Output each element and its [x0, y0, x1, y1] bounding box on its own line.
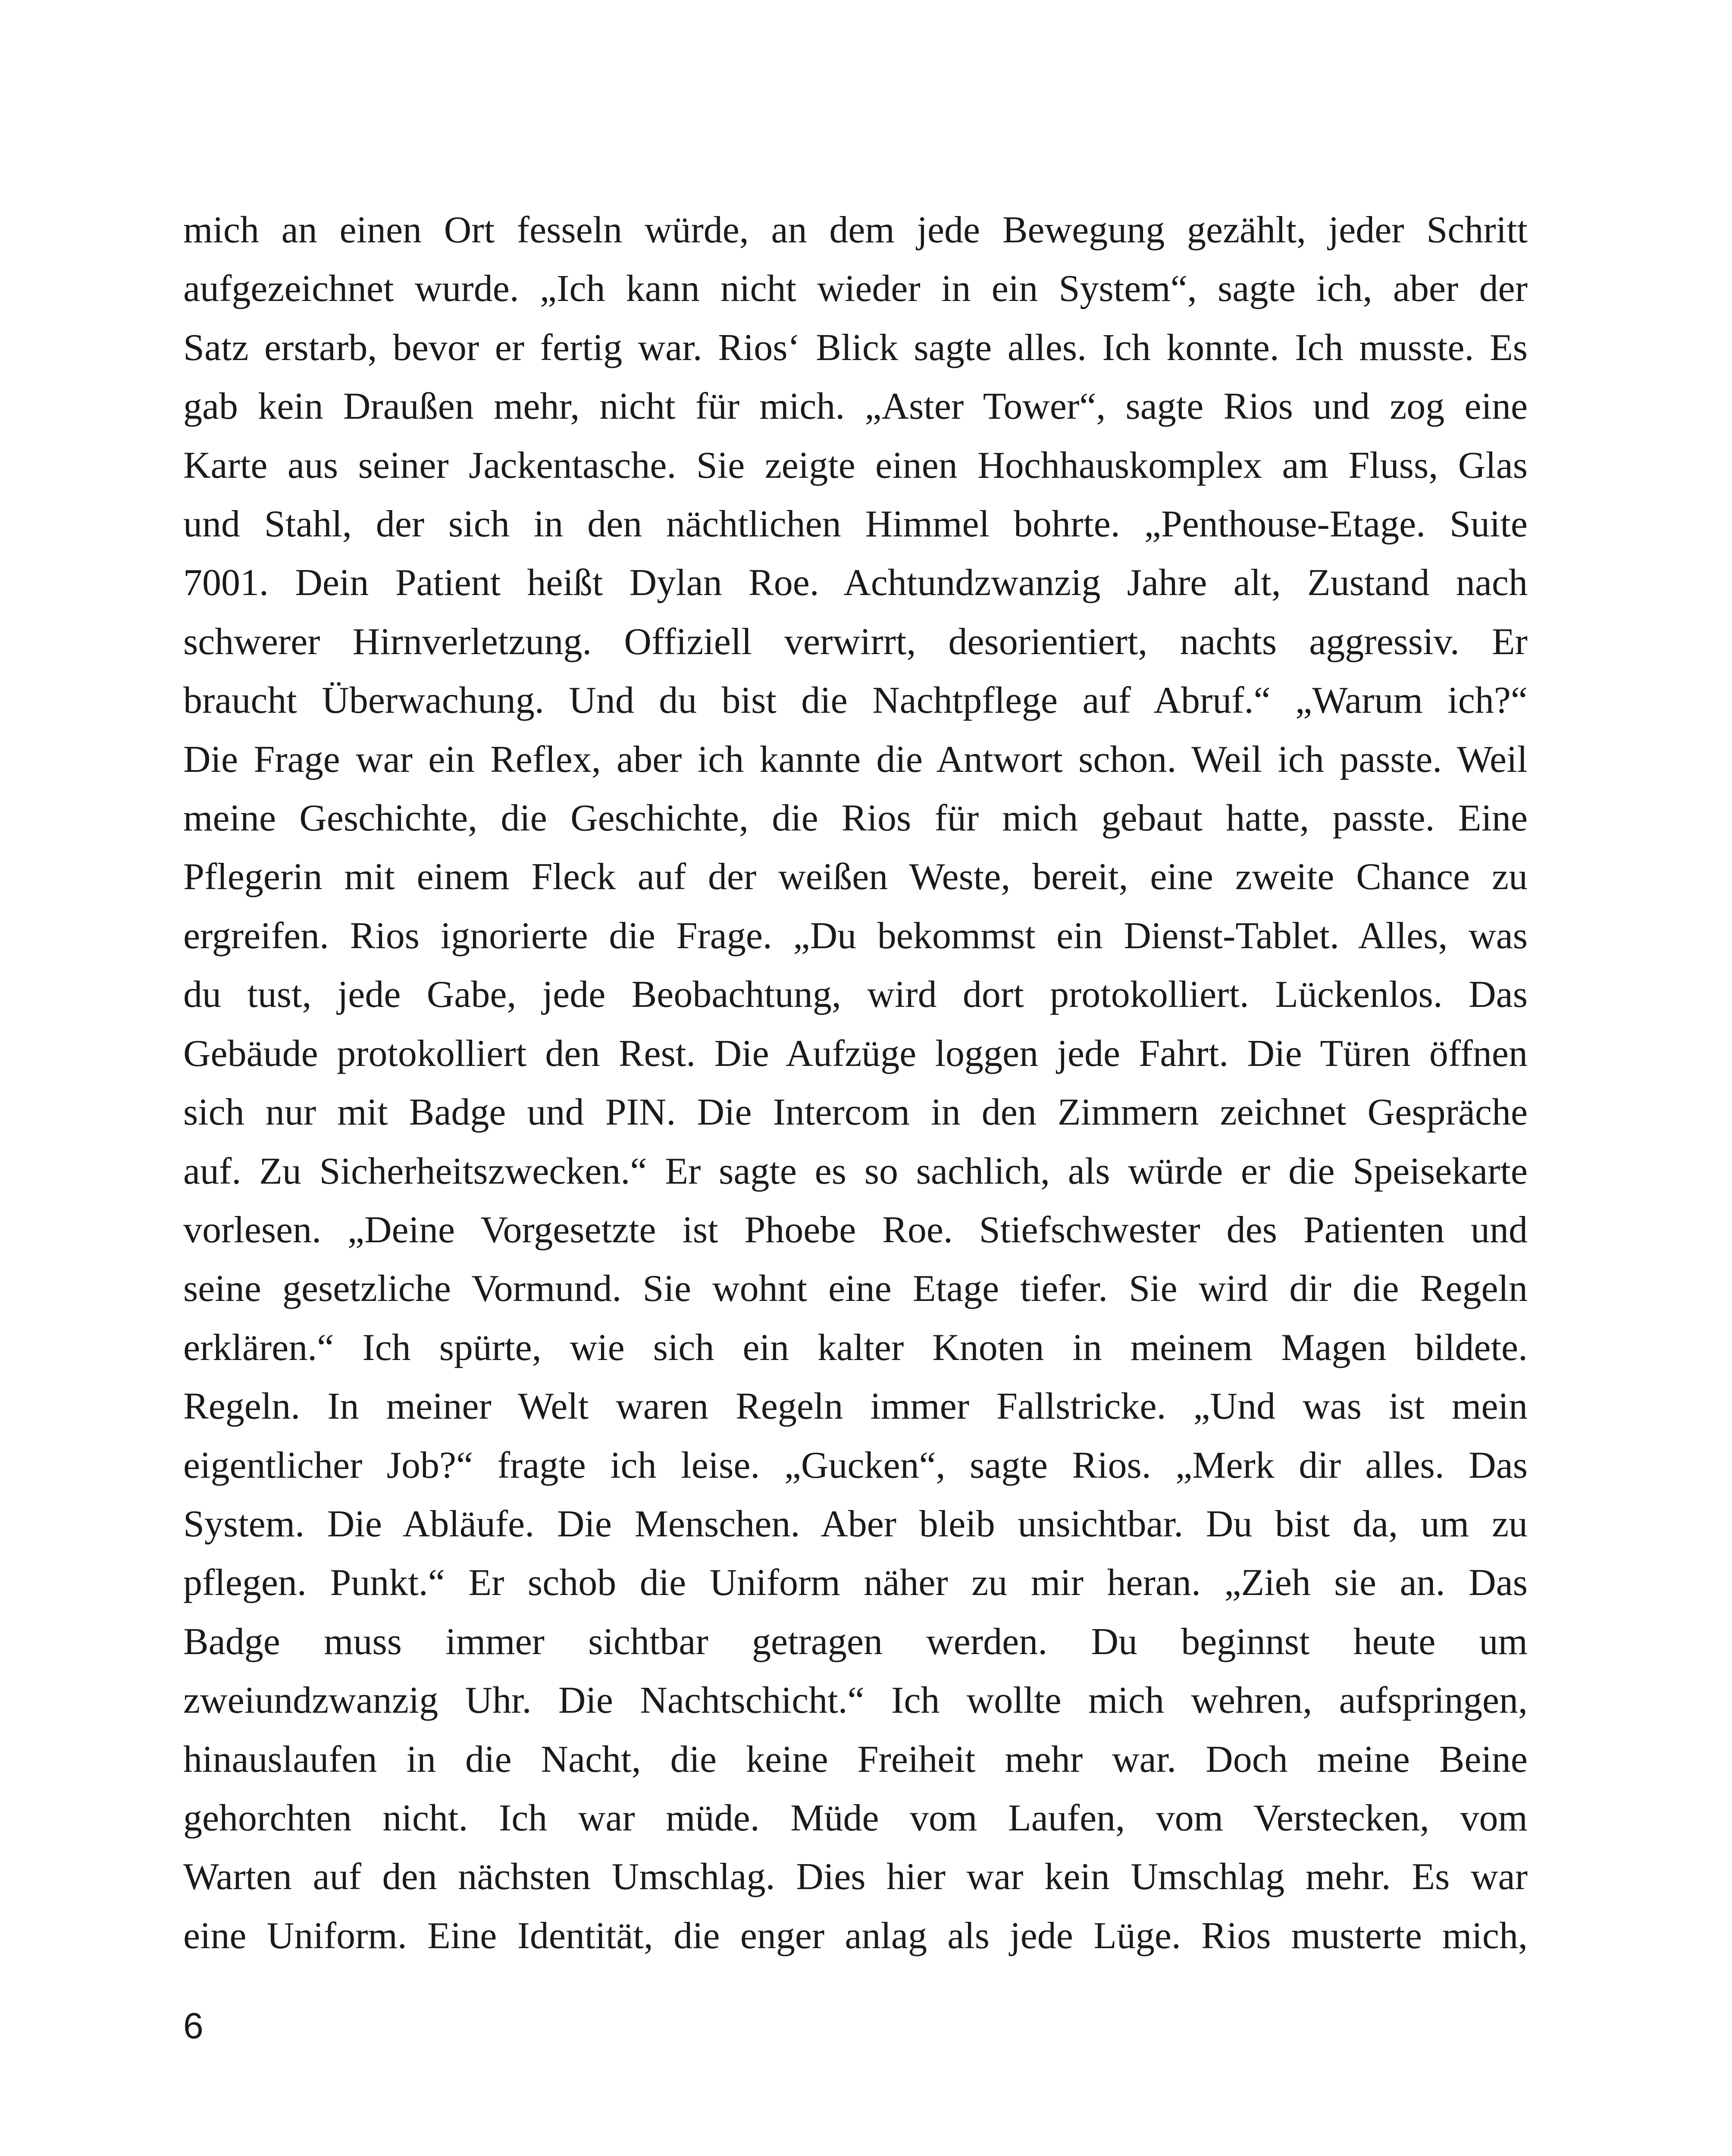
- text-line: vorlesen. „Deine Vorgesetzte ist Phoebe Roe. Stiefschwester des Patienten und: [183, 1209, 1528, 1251]
- text-line: erklären.“ Ich spürte, wie sich ein kalter Knoten in meinem Magen bildete.: [183, 1326, 1528, 1369]
- text-line: eigentlicher Job?“ fragte ich leise. „Gucken“, sagte Rios. „Merk dir alles. Das: [183, 1444, 1528, 1486]
- text-line: schwerer Hirnverletzung. Offiziell verwirrt, desorientiert, nachts aggressiv. Er: [183, 620, 1528, 663]
- text-line: Warten auf den nächsten Umschlag. Dies hier war kein Umschlag mehr. Es war: [183, 1856, 1528, 1898]
- text-line: seine gesetzliche Vormund. Sie wohnt eine Etage tiefer. Sie wird dir die Regeln: [183, 1268, 1528, 1310]
- text-line: und Stahl, der sich in den nächtlichen Himmel bohrte. „Penthouse-Etage. Suite: [183, 503, 1528, 545]
- page-number: 6: [183, 2006, 204, 2046]
- text-line: meine Geschichte, die Geschichte, die Rios für mich gebaut hatte, passte. Eine: [183, 797, 1528, 840]
- text-line: Pflegerin mit einem Fleck auf der weißen Weste, bereit, eine zweite Chance zu: [183, 856, 1528, 898]
- text-line: braucht Überwachung. Und du bist die Nachtpflege auf Abruf.“ „Warum ich?“: [183, 680, 1528, 722]
- text-line: aufgezeichnet wurde. „Ich kann nicht wieder in ein System“, sagte ich, aber der: [183, 268, 1528, 310]
- text-line: System. Die Abläufe. Die Menschen. Aber bleib unsichtbar. Du bist da, um zu: [183, 1503, 1528, 1545]
- text-line: Gebäude protokolliert den Rest. Die Aufzüge loggen jede Fahrt. Die Türen öffnen: [183, 1032, 1528, 1075]
- text-line: ergreifen. Rios ignorierte die Frage. „Du bekommst ein Dienst-Tablet. Alles, was: [183, 915, 1528, 957]
- text-line: Badge muss immer sichtbar getragen werden. Du beginnst heute um: [183, 1620, 1528, 1663]
- text-line: du tust, jede Gabe, jede Beobachtung, wird dort protokolliert. Lückenlos. Das: [183, 974, 1528, 1016]
- text-line: gehorchten nicht. Ich war müde. Müde vom Laufen, vom Verstecken, vom: [183, 1797, 1528, 1839]
- text-line: eine Uniform. Eine Identität, die enger anlag als jede Lüge. Rios musterte mich,: [183, 1915, 1528, 1957]
- text-line: Regeln. In meiner Welt waren Regeln immer Fallstricke. „Und was ist mein: [183, 1385, 1528, 1428]
- text-line: zweiundzwanzig Uhr. Die Nachtschicht.“ Ich wollte mich wehren, aufspringen,: [183, 1680, 1528, 1722]
- text-line: sich nur mit Badge und PIN. Die Intercom in den Zimmern zeichnet Gespräche: [183, 1091, 1528, 1134]
- text-line: Die Frage war ein Reflex, aber ich kannte die Antwort schon. Weil ich passte. Weil: [183, 738, 1528, 780]
- body-text: [183, 201, 1528, 1965]
- text-line: 7001. Dein Patient heißt Dylan Roe. Achtundzwanzig Jahre alt, Zustand nach: [183, 562, 1528, 604]
- text-line: mich an einen Ort fesseln würde, an dem jede Bewegung gezählt, jeder Schritt: [183, 209, 1528, 251]
- text-line: Satz erstarb, bevor er fertig war. Rios‘ Blick sagte alles. Ich konnte. Ich musste. Es: [183, 326, 1528, 369]
- text-line: pflegen. Punkt.“ Er schob die Uniform näher zu mir heran. „Zieh sie an. Das: [183, 1562, 1528, 1604]
- text-line: auf. Zu Sicherheitszwecken.“ Er sagte es so sachlich, als würde er die Speisekarte: [183, 1150, 1528, 1192]
- text-line: gab kein Draußen mehr, nicht für mich. „Aster Tower“, sagte Rios und zog eine: [183, 385, 1528, 428]
- text-line: hinauslaufen in die Nacht, die keine Freiheit mehr war. Doch meine Beine: [183, 1738, 1528, 1780]
- text-line: Karte aus seiner Jackentasche. Sie zeigte einen Hochhauskomplex am Fluss, Glas: [183, 444, 1528, 486]
